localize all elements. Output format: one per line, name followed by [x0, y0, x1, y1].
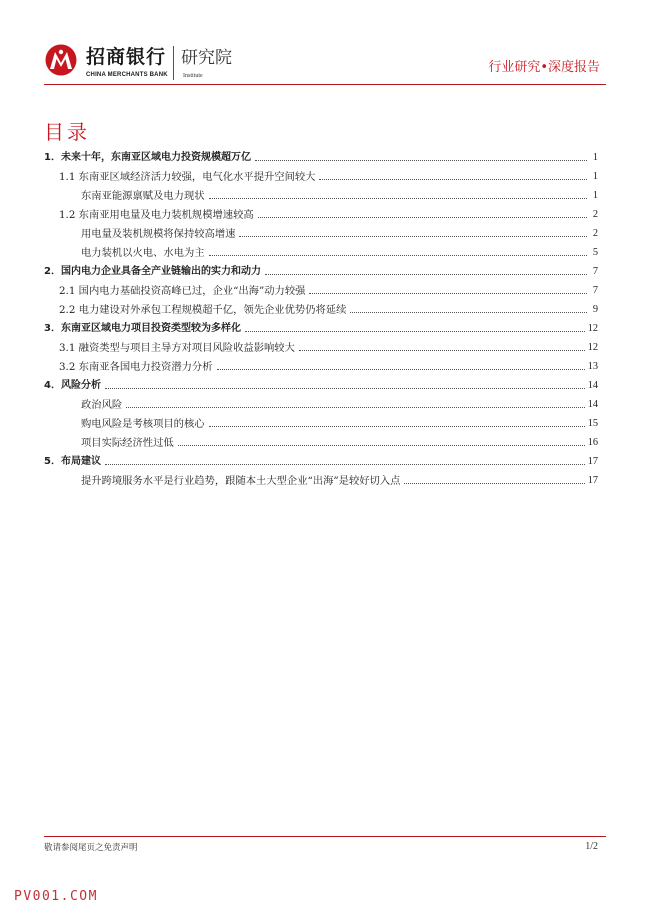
toc-entry-page: 13 [587, 361, 598, 372]
toc-leader [299, 349, 585, 351]
toc-entry[interactable] [44, 318, 598, 336]
toc-entry-page: 9 [592, 304, 598, 315]
bank-name-en: CHINA MERCHANTS BANK [86, 72, 168, 78]
page-indicator: 1/2 [585, 841, 598, 852]
toc-entry[interactable] [59, 356, 598, 374]
toc-entry-label: 2.2 电力建设对外承包工程规模超千亿，领先企业优势仍将延续 [59, 304, 347, 316]
toc-entry-page: 2 [592, 228, 598, 239]
toc-entry-label: 电力装机以火电、水电为主 [81, 247, 205, 259]
toc-entry-page: 16 [587, 437, 598, 448]
toc-entry[interactable] [81, 470, 598, 488]
disclaimer-note: 敬请参阅尾页之免责声明 [44, 843, 138, 853]
toc-entry[interactable] [59, 166, 598, 184]
toc-leader [217, 368, 585, 370]
toc-entry-label: 政治风险 [81, 399, 123, 411]
toc-entry[interactable] [59, 204, 598, 222]
site-watermark: PV001.COM [14, 889, 98, 904]
cmb-logo-icon [44, 44, 78, 76]
institute-name-cn: 研究院 [181, 48, 232, 68]
toc-entry-page: 14 [587, 399, 598, 410]
toc-entry-label: 3.1 融资类型与项目主导方对项目风险收益影响较大 [59, 342, 295, 354]
toc-entry-label: 3.2 东南亚各国电力投资潜力分析 [59, 361, 213, 373]
toc-leader [126, 406, 585, 408]
toc-leader [178, 444, 585, 446]
toc-entry[interactable] [59, 280, 598, 298]
toc-leader [209, 197, 587, 199]
toc-entry-label: 1．未来十年，东南亚区域电力投资规模超万亿 [44, 152, 251, 163]
footer-rule [44, 836, 606, 837]
toc-entry-page: 15 [587, 418, 598, 429]
toc-entry-label: 用电量及装机规模将保持较高增速 [81, 228, 236, 240]
toc-leader [209, 425, 585, 427]
page-header [0, 0, 650, 92]
toc-entry-page: 5 [592, 247, 598, 258]
institute-name-en: Institute [183, 73, 203, 79]
toc-entry[interactable] [44, 451, 598, 469]
toc-entry-page: 14 [587, 380, 598, 391]
toc-entry[interactable] [81, 432, 598, 450]
toc-entry-label: 5．布局建议 [44, 456, 101, 467]
toc-entry[interactable] [81, 185, 598, 203]
toc-entry-label: 项目实际经济性过低 [81, 437, 174, 449]
toc-entry-label: 购电风险是考核项目的核心 [81, 418, 205, 430]
toc-entry-page: 7 [592, 266, 598, 277]
toc-leader [209, 254, 587, 256]
header-rule [44, 84, 606, 85]
toc-entry-label: 2.1 国内电力基础投资高峰已过，企业“出海”动力较强 [59, 285, 306, 297]
toc-entry-label: 4．风险分析 [44, 380, 101, 391]
toc-leader [309, 292, 587, 294]
report-type-label: 行业研究•深度报告 [488, 60, 600, 75]
toc-leader [245, 330, 585, 332]
toc-leader [105, 463, 585, 465]
toc-entry[interactable] [81, 223, 598, 241]
toc-entry-page: 17 [587, 475, 598, 486]
toc-entry-label: 3．东南亚区域电力项目投资类型较为多样化 [44, 323, 241, 334]
toc-entry[interactable] [44, 375, 598, 393]
toc-entry[interactable] [81, 242, 598, 260]
toc-leader [258, 216, 587, 218]
toc-entry[interactable] [59, 299, 598, 317]
toc-entry[interactable] [59, 337, 598, 355]
toc-leader [265, 273, 587, 275]
toc-title: 目录 [44, 120, 90, 144]
toc-leader [105, 387, 585, 389]
toc-entry[interactable] [44, 147, 598, 165]
toc-entry-page: 17 [587, 456, 598, 467]
toc-leader [319, 178, 587, 180]
toc-leader [350, 311, 587, 313]
toc-entry-label: 2．国内电力企业具备全产业链输出的实力和动力 [44, 266, 261, 277]
bank-name-cn: 招商银行 [86, 46, 167, 68]
toc-entry[interactable] [81, 394, 598, 412]
toc-leader [404, 482, 584, 484]
toc-entry-page: 7 [592, 285, 598, 296]
toc-entry-page: 1 [592, 152, 598, 163]
toc-leader [255, 159, 587, 161]
toc-entry-page: 2 [592, 209, 598, 220]
toc-entry-page: 12 [587, 342, 598, 353]
toc-leader [239, 235, 587, 237]
toc-entry[interactable] [81, 413, 598, 431]
toc-entry-label: 提升跨境服务水平是行业趋势，跟随本土大型企业“出海”是较好切入点 [81, 475, 401, 487]
toc-entry[interactable] [44, 261, 598, 279]
toc-entry-label: 1.2 东南亚用电量及电力装机规模增速较高 [59, 209, 254, 221]
toc-entry-page: 1 [592, 171, 598, 182]
header-divider [173, 46, 174, 80]
toc-entry-page: 1 [592, 190, 598, 201]
toc-entry-page: 12 [587, 323, 598, 334]
toc-entry-label: 东南亚能源禀赋及电力现状 [81, 190, 205, 202]
toc-entry-label: 1.1 东南亚区域经济活力较强，电气化水平提升空间较大 [59, 171, 316, 183]
